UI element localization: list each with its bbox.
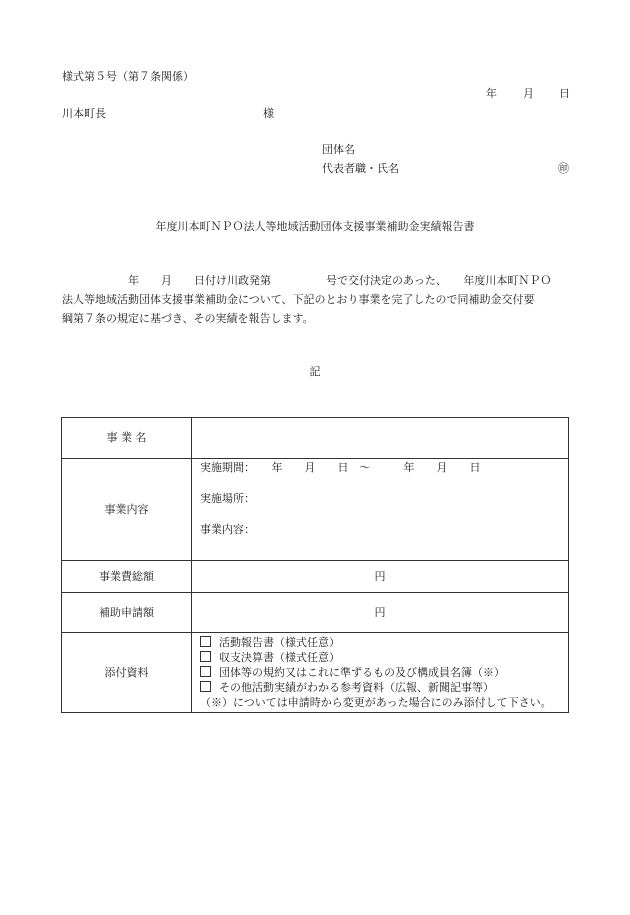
table-row: [62, 418, 569, 459]
yen-unit: 円: [374, 605, 386, 619]
date-year: 年: [486, 87, 497, 100]
yen-unit: 円: [374, 569, 386, 583]
table-row: [62, 593, 569, 633]
table-row: [62, 459, 569, 561]
total-cost-label: 事業費総額: [62, 561, 192, 593]
body-paragraph: [62, 271, 572, 328]
project-name-label: 事 業 名: [62, 418, 192, 459]
attachment-text: 団体等の規約又はこれに準ずるもの及び構成員名簿（※）: [219, 666, 505, 679]
date-line: [486, 87, 570, 101]
attachments-field: [192, 633, 569, 713]
attachment-text: 活動報告書（様式任意）: [219, 636, 340, 649]
seal-mark: ㊞: [558, 162, 569, 175]
table-row: [62, 561, 569, 593]
project-name-field[interactable]: [192, 418, 569, 459]
subsidy-field[interactable]: [192, 593, 569, 633]
attachment-item[interactable]: [200, 665, 568, 680]
project-content-label: 事業内容: [62, 459, 192, 561]
attachment-item[interactable]: [200, 680, 568, 695]
org-name-label: 団体名: [322, 143, 355, 156]
addressee: 川本町長: [62, 107, 106, 120]
checkbox-icon[interactable]: [200, 636, 211, 647]
attachment-item[interactable]: [200, 635, 568, 650]
body-line: 法人等地域活動団体支援事業補助金について、下記のとおり事業を完了したので同補助金交付要: [62, 293, 535, 306]
total-cost-field[interactable]: [192, 561, 569, 593]
project-content-field[interactable]: [192, 459, 569, 561]
date-month: 月: [523, 87, 534, 100]
attachments-label: 添付資料: [62, 633, 192, 713]
attachment-text: その他活動実績がわかる参考資料（広報、新聞記事等）: [219, 681, 494, 694]
attachment-note: （※）については申請時から変更があった場合にのみ添付して下さい。: [200, 696, 552, 709]
date-day: 日: [559, 87, 570, 100]
body-line: 綱第７条の規定に基づき、その実績を報告します。: [62, 312, 314, 325]
content-label: 事業内容：: [200, 523, 255, 536]
document-title: 年度川本町ＮＰＯ法人等地域活動団体支援事業補助金実績報告書: [155, 220, 475, 233]
place-label: 実施場所：: [200, 492, 255, 505]
attachment-text: 収支決算書（様式任意）: [219, 651, 340, 664]
honorific: 様: [263, 107, 274, 120]
form-number: 様式第５号（第７条関係）: [62, 70, 194, 83]
checkbox-icon[interactable]: [200, 651, 211, 662]
report-table: [61, 417, 569, 713]
checkbox-icon[interactable]: [200, 681, 211, 692]
checkbox-icon[interactable]: [200, 666, 211, 677]
period-label: 実施期間： 年 月 日 ～ 年 月 日: [200, 461, 481, 474]
subsidy-label: 補助申請額: [62, 593, 192, 633]
body-line: 年 月 日付け川政発第 号で交付決定のあった、 年度川本町ＮＰＯ: [62, 274, 552, 287]
representative-label: 代表者職・氏名: [322, 162, 399, 175]
table-row: [62, 633, 569, 713]
attachment-item[interactable]: [200, 650, 568, 665]
ki-heading: 記: [309, 365, 321, 378]
